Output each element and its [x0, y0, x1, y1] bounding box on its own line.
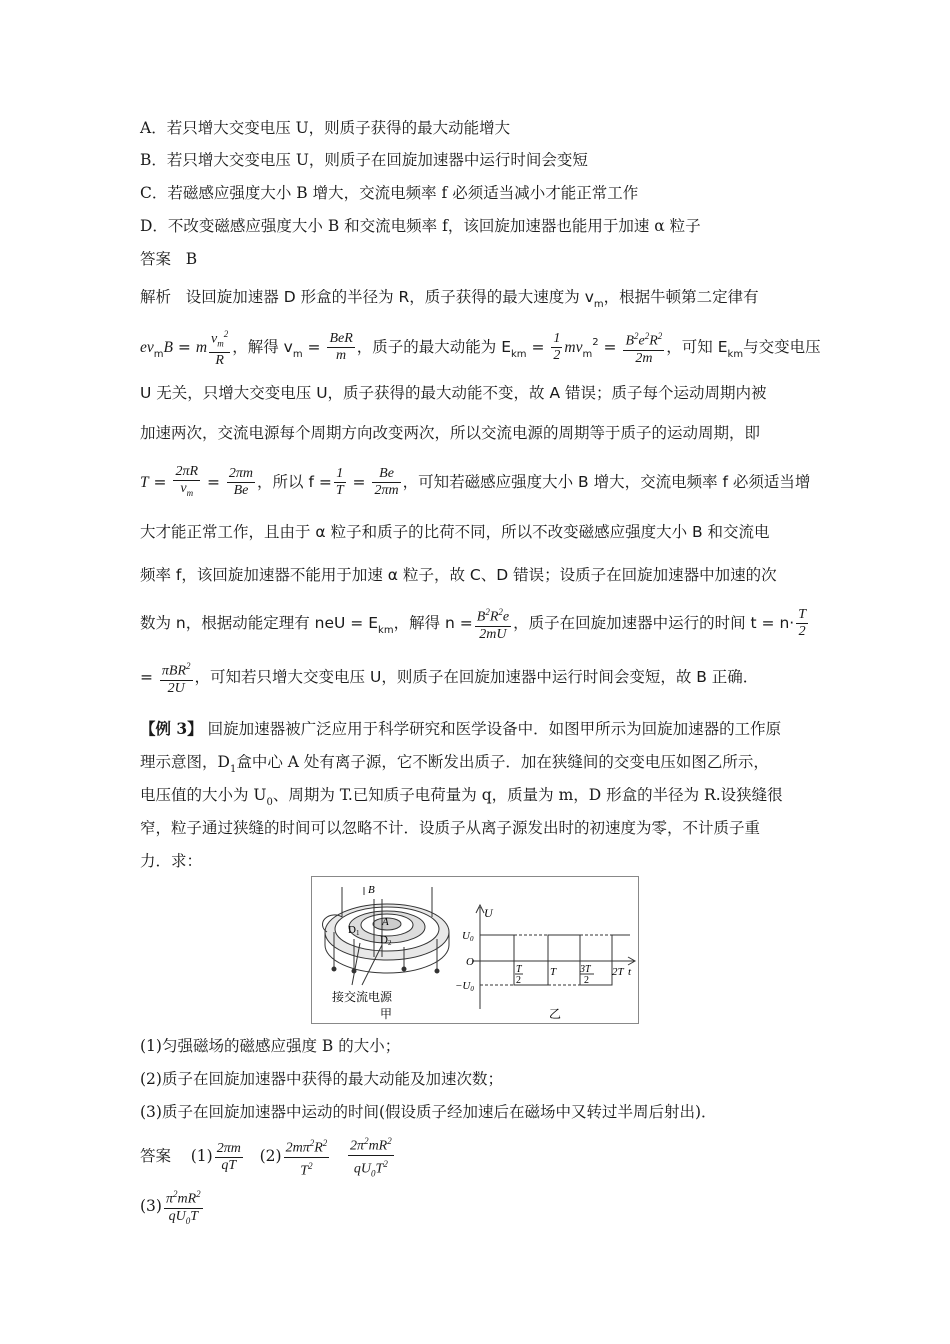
fraction: $\frac{T}{2}$: [798, 607, 806, 639]
label-neg-u0: −U0: [455, 980, 474, 993]
example-text: 理示意图，D: [140, 753, 230, 771]
label-u0: U0: [462, 930, 474, 943]
fraction: $\frac{2\pi^2mR^2}{qU_0T^2}$: [348, 1133, 394, 1181]
tick-t-half: T: [516, 964, 522, 975]
tick-t-half-den: 2: [516, 975, 521, 986]
analysis-text: ，解得 n =: [393, 614, 473, 632]
tick-3t-half-den: 2: [584, 975, 589, 986]
option-c: C．若磁感应强度大小 B 增大，交流电频率 f 必须适当减小才能正常工作: [140, 184, 639, 202]
label-d1: D1: [348, 924, 360, 937]
caption-yi: 乙: [549, 1007, 562, 1021]
answer-part-2: (2): [259, 1147, 282, 1166]
fraction: $\frac{2\pi R}{v_m}$: [175, 464, 199, 498]
label-u: U: [484, 906, 493, 920]
label-d2: D2: [380, 934, 392, 947]
fraction: $\frac{B^2R^2e}{2mU}$: [475, 604, 511, 643]
cyclotron-figure: [311, 876, 639, 1024]
label-t-axis: t: [628, 966, 632, 978]
answer-label: 答案: [140, 250, 172, 268]
answer-part-1: (1): [190, 1147, 213, 1166]
analysis-text: ，解得 v: [232, 338, 293, 356]
option-b: B．若只增大交变电压 U，则质子在回旋加速器中运行时间会变短: [140, 151, 588, 169]
answer-line: [140, 249, 197, 269]
analysis-text: ，质子的最大动能为 E: [356, 338, 512, 356]
analysis-text: 数为 n，根据动能定理有 neU = E: [140, 614, 379, 632]
analysis-line-6: 大才能正常工作，且由于 α 粒子和质子的比荷不同，所以不改变磁感应强度大小 B 和交流电: [140, 523, 770, 541]
analysis-line-9: = $\frac{\pi BR^2}{2U}$ ，可知若只增大交变电压 U，则质子在回旋加速器中运行时间会变短，故 B 正确．: [140, 657, 758, 697]
example-line-4: 窄，粒子通过狭缝的时间可以忽略不计．设质子从离子源发出时的初速度为零，不计质子重: [140, 819, 761, 837]
tick-2t: 2T: [612, 966, 624, 978]
caption-jia: 甲: [380, 1007, 393, 1021]
answer2-line-1: [140, 1133, 396, 1181]
fraction: $\frac{1}{T}$: [335, 466, 344, 498]
fraction: $\frac{\pi^2mR^2}{qU_0T}$: [164, 1186, 203, 1228]
question-2: (2)质子在回旋加速器中获得的最大动能及加速次数；: [140, 1070, 503, 1088]
fraction: $\frac{Be}{2\pi m}$: [374, 466, 399, 498]
analysis-text: ，质子在回旋加速器中运行的时间 t = n·: [513, 614, 795, 632]
analysis-text: ，根据牛顿第二定律有: [603, 288, 759, 306]
label-b: B: [368, 884, 375, 896]
fraction: $\frac{2\pi m}{qT}$: [216, 1140, 241, 1173]
example-tag: 【例 3】: [140, 719, 203, 738]
tick-3t-half: 3T: [580, 964, 591, 975]
answer-part-3: (3): [140, 1197, 162, 1216]
option-d: D．不改变磁感应强度大小 B 和交流电频率 f，该回旋加速器也能用于加速 α 粒子: [140, 217, 701, 235]
example-line-3: 电压值的大小为 $U_0$、周期为 T.已知质子电荷量为 q，质量为 m，D 形盒的半径为 R.设狭缝很: [140, 786, 783, 808]
example-text: 电压值的大小为 U: [140, 786, 267, 804]
tick-t: T: [550, 966, 557, 978]
analysis-line-5: T = $\frac{2\pi R}{v_m}$ = $\frac{2\pi m}{Be}$ ，所以 f = $\frac{1}{T}$ = $\frac{Be}{2\pi m}$ ，可知若磁感应强度大小 B 增大，交流电频率 f 必须适当增: [140, 462, 810, 503]
example-line-2: 理示意图，$D_1$盒中心 A 处有离子源，它不断发出质子．加在狭缝间的交变电压如图乙所示，: [140, 753, 769, 775]
fraction: $\frac{2m\pi^2R^2}{T^2}$: [284, 1135, 330, 1179]
fraction: $\frac{v_m^2}{R}$: [209, 326, 230, 368]
example-text: 、周期为 T.已知质子电荷量为 q，质量为 m，D 形盒的半径为 R.设狭缝很: [272, 786, 783, 804]
label-origin: O: [466, 956, 474, 968]
analysis-line-3: U 无关，只增大交变电压 U，质子获得的最大动能不变，故 A 错误；质子每个运动周期内被: [140, 384, 767, 402]
analysis-text: ，可知若只增大交变电压 U，则质子在回旋加速器中运行时间会变短，故 B 正确．: [194, 668, 759, 686]
voltage-graph: [472, 905, 635, 1009]
fraction: $\frac{B^2e^2R^2}{2m}$: [623, 328, 664, 367]
analysis-line-8: 数为 n，根据动能定理有 neU = $E_{km}$，解得 n = $\frac{B^2R^2e}{2mU}$ ，质子在回旋加速器中运行的时间 t = n· $\frac{T}{2}$: [140, 603, 810, 651]
analysis-line-7: 频率 f，该回旋加速器不能用于加速 α 粒子，故 C、D 错误；设质子在回旋加速器中加速的次: [140, 566, 777, 584]
analysis-line-4: 加速两次，交流电源每个周期方向改变两次，所以交流电源的周期等于质子的运动周期，即: [140, 424, 761, 442]
analysis-text: ，所以 f =: [257, 473, 332, 491]
question-3: (3)质子在回旋加速器中运动的时间(假设质子经加速后在磁场中又转过半周后射出)．: [140, 1103, 717, 1121]
example-line-1: [140, 719, 781, 739]
answer2-line-2: [140, 1186, 205, 1228]
figure-svg: [312, 877, 638, 1023]
fraction: $\frac{2\pi m}{Be}$: [228, 466, 254, 498]
analysis-text: 与交变电压: [743, 338, 821, 356]
answer2-label: 答案: [140, 1147, 172, 1166]
example-text: 盒中心 A 处有离子源，它不断发出质子．加在狭缝间的交变电压如图乙所示，: [236, 753, 769, 771]
answer-value: B: [185, 250, 198, 268]
question-1: (1)匀强磁场的磁感应强度 B 的大小；: [140, 1037, 401, 1055]
fraction: $\frac{\text{BeR}}{m}$: [329, 331, 353, 363]
fraction: $\frac{1}{2}$: [553, 331, 561, 363]
fraction: $\frac{\pi BR^2}{2U}$: [160, 658, 193, 697]
analysis-line-2: $ev_mB = m$ $\frac{v_m^2}{R}$ ，解得 $v_m$ = $\frac{\text{BeR}}{m}$ ，质子的最大动能为 $E_{km}$ = $\frac{1}{2}$ $mv_m^2$ = $\frac{B^2e^2R^2}{2m}$ ，可知 $E_{km}$与交变电压: [140, 325, 821, 373]
analysis-text: 设回旋加速器 D 形盒的半径为 R，质子获得的最大速度为 v: [185, 288, 594, 306]
example-text: 回旋加速器被广泛应用于科学研究和医学设备中．如图甲所示为回旋加速器的工作原: [207, 720, 782, 738]
analysis-text: ，可知若磁感应强度大小 B 增大，交流电频率 f 必须适当增: [402, 473, 811, 491]
analysis-line-1: 解析 设回旋加速器 D 形盒的半径为 R，质子获得的最大速度为 $v_m$，根据牛顿第二定律有: [140, 288, 759, 310]
analysis-text: ，可知 E: [666, 338, 728, 356]
analysis-label: 解析: [140, 288, 172, 306]
label-a: A: [382, 916, 389, 928]
example-line-5: 力．求：: [140, 852, 203, 870]
left-caption: 接交流电源: [332, 990, 393, 1004]
option-a: A．若只增大交变电压 U，则质子获得的最大动能增大: [140, 119, 511, 137]
